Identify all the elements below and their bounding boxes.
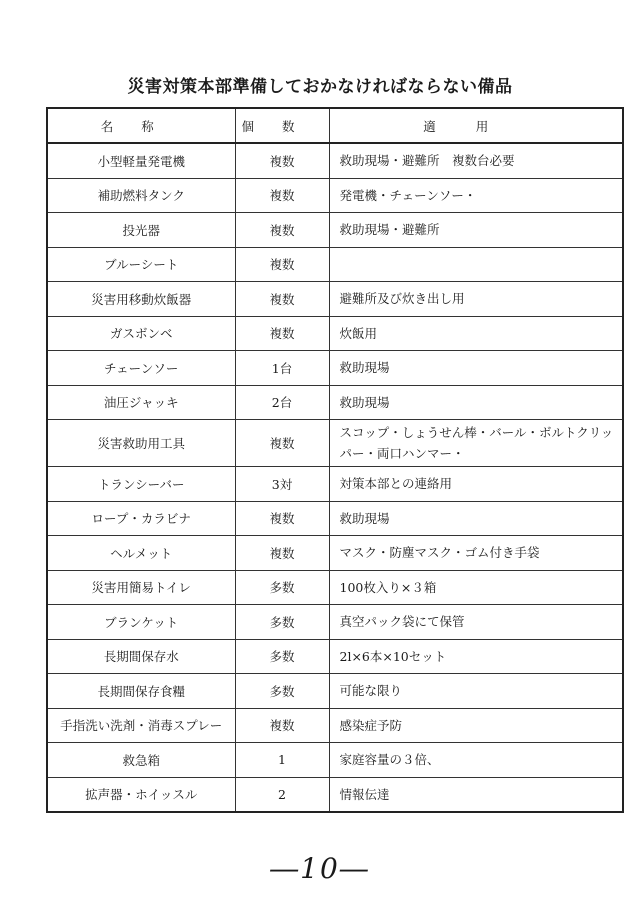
page-number: ―10―: [270, 852, 370, 885]
item-usage: [329, 247, 623, 282]
item-usage: 避難所及び炊き出し用: [329, 282, 623, 317]
table-row: [47, 247, 623, 282]
item-quantity: 2: [235, 777, 329, 812]
item-name: 投光器: [47, 213, 235, 248]
table-row: [47, 385, 623, 420]
item-name: 長期間保存食糧: [47, 674, 235, 709]
table-row: [47, 570, 623, 605]
item-name: 災害用移動炊飯器: [47, 282, 235, 317]
item-usage: 救助現場: [329, 501, 623, 536]
table-row: [47, 351, 623, 386]
item-quantity: 複数: [235, 213, 329, 248]
item-name: 災害救助用工具: [47, 420, 235, 467]
item-usage: 感染症予防: [329, 708, 623, 743]
item-usage: 対策本部との連絡用: [329, 467, 623, 502]
table-row: [47, 213, 623, 248]
item-name: 補助燃料タンク: [47, 178, 235, 213]
item-usage: 2l×6本×10セット: [329, 639, 623, 674]
item-quantity: 多数: [235, 570, 329, 605]
table-row: [47, 708, 623, 743]
item-usage: 救助現場: [329, 351, 623, 386]
item-name: ブルーシート: [47, 247, 235, 282]
item-quantity: 複数: [235, 536, 329, 571]
table-header-row: [47, 108, 623, 143]
equipment-table: [46, 107, 624, 813]
item-usage: 救助現場・避難所 複数台必要: [329, 143, 623, 178]
header-quantity: 個数: [235, 108, 329, 143]
table-row: [47, 143, 623, 178]
page-title: 災害対策本部準備しておかなければならない備品: [127, 77, 513, 97]
item-usage: 救助現場: [329, 385, 623, 420]
item-quantity: 2台: [235, 385, 329, 420]
item-quantity: 複数: [235, 420, 329, 467]
item-quantity: 複数: [235, 143, 329, 178]
item-usage: 真空パック袋にて保管: [329, 605, 623, 640]
header-name: 名称: [47, 108, 235, 143]
item-usage: 100枚入り×３箱: [329, 570, 623, 605]
item-name: ガスボンベ: [47, 316, 235, 351]
table-row: [47, 420, 623, 467]
table-row: [47, 467, 623, 502]
table-row: [47, 536, 623, 571]
item-quantity: 3対: [235, 467, 329, 502]
item-name: 災害用簡易トイレ: [47, 570, 235, 605]
item-quantity: 1: [235, 743, 329, 778]
table-row: [47, 605, 623, 640]
item-quantity: 複数: [235, 501, 329, 536]
table-row: [47, 178, 623, 213]
item-usage: 家庭容量の３倍、: [329, 743, 623, 778]
item-name: 救急箱: [47, 743, 235, 778]
item-usage: 炊飯用: [329, 316, 623, 351]
item-quantity: 多数: [235, 674, 329, 709]
item-name: 小型軽量発電機: [47, 143, 235, 178]
item-name: ブランケット: [47, 605, 235, 640]
item-name: ヘルメット: [47, 536, 235, 571]
item-usage: 可能な限り: [329, 674, 623, 709]
item-name: 拡声器・ホイッスル: [47, 777, 235, 812]
item-name: 手指洗い洗剤・消毒スプレー: [47, 708, 235, 743]
item-quantity: 多数: [235, 605, 329, 640]
item-name: ロープ・カラビナ: [47, 501, 235, 536]
header-usage: 適用: [329, 108, 623, 143]
table-row: [47, 674, 623, 709]
table-row: [47, 743, 623, 778]
table-row: [47, 316, 623, 351]
item-quantity: 複数: [235, 316, 329, 351]
item-name: トランシーバー: [47, 467, 235, 502]
item-name: 油圧ジャッキ: [47, 385, 235, 420]
item-quantity: 複数: [235, 247, 329, 282]
item-usage: 情報伝達: [329, 777, 623, 812]
table-row: [47, 282, 623, 317]
table-row: [47, 777, 623, 812]
item-quantity: 1台: [235, 351, 329, 386]
item-usage: 発電機・チェーンソー・: [329, 178, 623, 213]
item-quantity: 多数: [235, 639, 329, 674]
item-quantity: 複数: [235, 708, 329, 743]
item-usage: スコップ・しょうせん棒・バール・ボルトクリッパー・両口ハンマー・: [329, 420, 623, 467]
item-quantity: 複数: [235, 282, 329, 317]
item-usage: マスク・防塵マスク・ゴム付き手袋: [329, 536, 623, 571]
table-row: [47, 639, 623, 674]
item-quantity: 複数: [235, 178, 329, 213]
item-usage: 救助現場・避難所: [329, 213, 623, 248]
item-name: チェーンソー: [47, 351, 235, 386]
table-row: [47, 501, 623, 536]
item-name: 長期間保存水: [47, 639, 235, 674]
